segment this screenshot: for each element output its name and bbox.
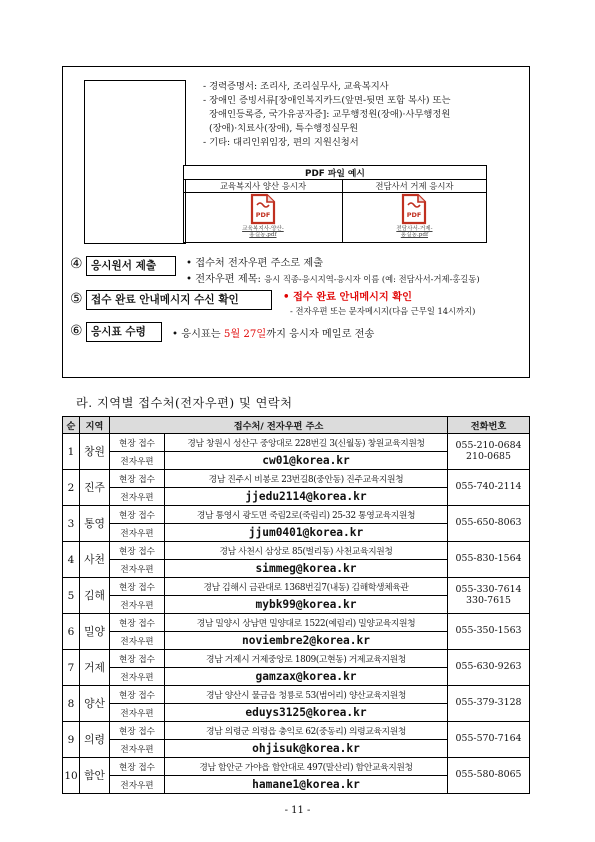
col-region-header: 지역 bbox=[80, 417, 110, 434]
email-address[interactable]: noviembre2@korea.kr bbox=[165, 632, 448, 650]
onsite-address: 경남 밀양시 상남면 밀양대로 1522(예림리) 밀양교육지원청 bbox=[165, 614, 448, 632]
onsite-label: 현장 접수 bbox=[110, 614, 165, 632]
bullet-disability-cont2: (장애)·치료사(장애), 특수행정실무원 bbox=[209, 123, 359, 134]
row-region: 통영 bbox=[80, 506, 110, 542]
row-number: 1 bbox=[63, 434, 80, 470]
onsite-address: 경남 통영시 광도면 죽림2로(죽림리) 25-32 통영교육지원청 bbox=[165, 506, 448, 524]
phone-number: 055-630-9263 bbox=[448, 650, 530, 686]
pdf-file-icon bbox=[236, 193, 290, 239]
table-row bbox=[63, 434, 530, 452]
email-address[interactable]: hamane1@korea.kr bbox=[165, 776, 448, 794]
row-region: 사천 bbox=[80, 542, 110, 578]
table-row bbox=[63, 758, 530, 776]
page-number: - 11 - bbox=[284, 805, 311, 816]
pdf-example-col2: 전담사서 거제 응시자 bbox=[342, 180, 486, 193]
email-label: 전자우편 bbox=[110, 560, 165, 578]
table-row bbox=[63, 722, 530, 740]
onsite-address: 경남 김해시 금관대로 1368번길7(내동) 김해학생체육관 bbox=[165, 578, 448, 596]
svg-text:PDF: PDF bbox=[407, 211, 422, 219]
onsite-label: 현장 접수 bbox=[110, 686, 165, 704]
row-region: 진주 bbox=[80, 470, 110, 506]
email-address[interactable]: gamzax@korea.kr bbox=[165, 668, 448, 686]
email-address[interactable]: eduys3125@korea.kr bbox=[165, 704, 448, 722]
row-number: 6 bbox=[63, 614, 80, 650]
onsite-address: 경남 양산시 물금읍 청룡로 53(범어리) 양산교육지원청 bbox=[165, 686, 448, 704]
pdf-example-table bbox=[183, 165, 487, 243]
email-label: 전자우편 bbox=[110, 776, 165, 794]
pdf-file-icon bbox=[387, 193, 441, 239]
step-4-number: ④ bbox=[70, 256, 83, 272]
phone-number: 055-830-1564 bbox=[448, 542, 530, 578]
row-region: 함안 bbox=[80, 758, 110, 794]
email-address[interactable]: mybk99@korea.kr bbox=[165, 596, 448, 614]
email-label: 전자우편 bbox=[110, 740, 165, 758]
bullet-disability-cont1: 장애인등록증, 국가유공자증]: 교무행정원(장애)·사무행정원 bbox=[209, 109, 451, 120]
onsite-label: 현장 접수 bbox=[110, 542, 165, 560]
onsite-address: 경남 창원시 성산구 중앙대로 228번길 3(신월동) 창원교육지원청 bbox=[165, 434, 448, 452]
bullet-career: - 경력증명서: 조리사, 조리실무사, 교육복지사 bbox=[203, 81, 389, 92]
row-number: 2 bbox=[63, 470, 80, 506]
col-address-header: 접수처/ 전자우편 주소 bbox=[110, 417, 448, 434]
row-region: 창원 bbox=[80, 434, 110, 470]
email-label: 전자우편 bbox=[110, 668, 165, 686]
phone-number: 055-330-7614 330-7615 bbox=[448, 578, 530, 614]
table-row bbox=[63, 470, 530, 488]
onsite-label: 현장 접수 bbox=[110, 758, 165, 776]
documents-cell bbox=[84, 80, 186, 244]
phone-number: 055-210-0684 210-0685 bbox=[448, 434, 530, 470]
region-contact-table bbox=[62, 416, 530, 794]
row-number: 4 bbox=[63, 542, 80, 578]
phone-number: 055-379-3128 bbox=[448, 686, 530, 722]
email-label: 전자우편 bbox=[110, 488, 165, 506]
table-header-row bbox=[63, 417, 530, 434]
step-4-label: 응시원서 제출 bbox=[86, 256, 176, 276]
table-row bbox=[63, 614, 530, 632]
onsite-address: 경남 사천시 삼상로 85(벌리동) 사천교육지원청 bbox=[165, 542, 448, 560]
email-label: 전자우편 bbox=[110, 596, 165, 614]
phone-number: 055-350-1563 bbox=[448, 614, 530, 650]
phone-number: 055-650-8063 bbox=[448, 506, 530, 542]
row-number: 5 bbox=[63, 578, 80, 614]
email-label: 전자우편 bbox=[110, 524, 165, 542]
email-label: 전자우편 bbox=[110, 704, 165, 722]
pdf-file-cell-2 bbox=[342, 193, 486, 243]
table-row bbox=[63, 542, 530, 560]
onsite-address: 경남 의령군 의령읍 충익로 62(중동리) 의령교육지원청 bbox=[165, 722, 448, 740]
row-region: 의령 bbox=[80, 722, 110, 758]
onsite-label: 현장 접수 bbox=[110, 578, 165, 596]
table-row bbox=[63, 650, 530, 668]
phone-number: 055-580-8065 bbox=[448, 758, 530, 794]
email-address[interactable]: ohjisuk@korea.kr bbox=[165, 740, 448, 758]
pdf-example-title: PDF 파일 예시 bbox=[184, 166, 487, 180]
row-region: 밀양 bbox=[80, 614, 110, 650]
pdf-file-cell-1 bbox=[184, 193, 343, 243]
row-number: 3 bbox=[63, 506, 80, 542]
step-6-line1: • 응시표는 5월 27일까지 응시자 메일로 전송 bbox=[172, 329, 375, 340]
step-5-line1: • 접수 완료 안내메시지 확인 bbox=[283, 292, 412, 303]
row-number: 9 bbox=[63, 722, 80, 758]
onsite-address: 경남 함안군 가야읍 함안대로 497(말산리) 함안교육지원청 bbox=[165, 758, 448, 776]
bullet-other: - 기타: 대리인위임장, 편의 지원신청서 bbox=[203, 137, 359, 148]
bullet-disability: - 장애인 증빙서류[장애인복지카드(앞면-뒷면 포함 복사) 또는 bbox=[203, 95, 451, 106]
step-6-label: 응시표 수령 bbox=[86, 322, 162, 342]
table-row bbox=[63, 686, 530, 704]
table-row bbox=[63, 506, 530, 524]
onsite-label: 현장 접수 bbox=[110, 650, 165, 668]
email-address[interactable]: simmeg@korea.kr bbox=[165, 560, 448, 578]
pdf-file-name-1: 교육복지사-양산- 홍길동.pdf bbox=[242, 226, 284, 239]
email-label: 전자우편 bbox=[110, 452, 165, 470]
step-6-number: ⑥ bbox=[70, 323, 83, 339]
email-address[interactable]: cw01@korea.kr bbox=[165, 452, 448, 470]
onsite-address: 경남 거제시 거제중앙로 1809(고현동) 거제교육지원청 bbox=[165, 650, 448, 668]
phone-number: 055-740-2114 bbox=[448, 470, 530, 506]
section-title: 라. 지역별 접수처(전자우편) 및 연락처 bbox=[76, 396, 293, 410]
table-row bbox=[63, 578, 530, 596]
col-no-header: 순 bbox=[63, 417, 80, 434]
phone-number: 055-570-7164 bbox=[448, 722, 530, 758]
onsite-address: 경남 진주시 비봉로 23번길8(중안동) 진주교육지원청 bbox=[165, 470, 448, 488]
onsite-label: 현장 접수 bbox=[110, 470, 165, 488]
row-region: 거제 bbox=[80, 650, 110, 686]
row-number: 8 bbox=[63, 686, 80, 722]
email-label: 전자우편 bbox=[110, 632, 165, 650]
svg-text:PDF: PDF bbox=[255, 211, 271, 219]
onsite-label: 현장 접수 bbox=[110, 434, 165, 452]
row-region: 김해 bbox=[80, 578, 110, 614]
col-phone-header: 전화번호 bbox=[448, 417, 530, 434]
step-4-line1: • 접수처 전자우편 주소로 제출 bbox=[186, 258, 324, 269]
row-number: 10 bbox=[63, 758, 80, 794]
onsite-label: 현장 접수 bbox=[110, 506, 165, 524]
email-address[interactable]: jjum0401@korea.kr bbox=[165, 524, 448, 542]
step-4-line2: • 전자우편 제목: 응시 직종-응시지역-응시자 이름 (예: 전담사서-거제-홍길동) bbox=[186, 274, 480, 285]
step-5-label: 접수 완료 안내메시지 수신 확인 bbox=[86, 290, 272, 310]
step-5-number: ⑤ bbox=[70, 291, 83, 307]
pdf-file-name-2: 전담사서-거제- 홍길동.pdf bbox=[396, 226, 433, 239]
onsite-label: 현장 접수 bbox=[110, 722, 165, 740]
email-address[interactable]: jjedu2114@korea.kr bbox=[165, 488, 448, 506]
step-5-line2: - 전자우편 또는 문자메시지(다음 근무일 14시까지) bbox=[290, 306, 476, 316]
pdf-example-col1: 교육복지사 양산 응시자 bbox=[184, 180, 343, 193]
row-number: 7 bbox=[63, 650, 80, 686]
row-region: 양산 bbox=[80, 686, 110, 722]
